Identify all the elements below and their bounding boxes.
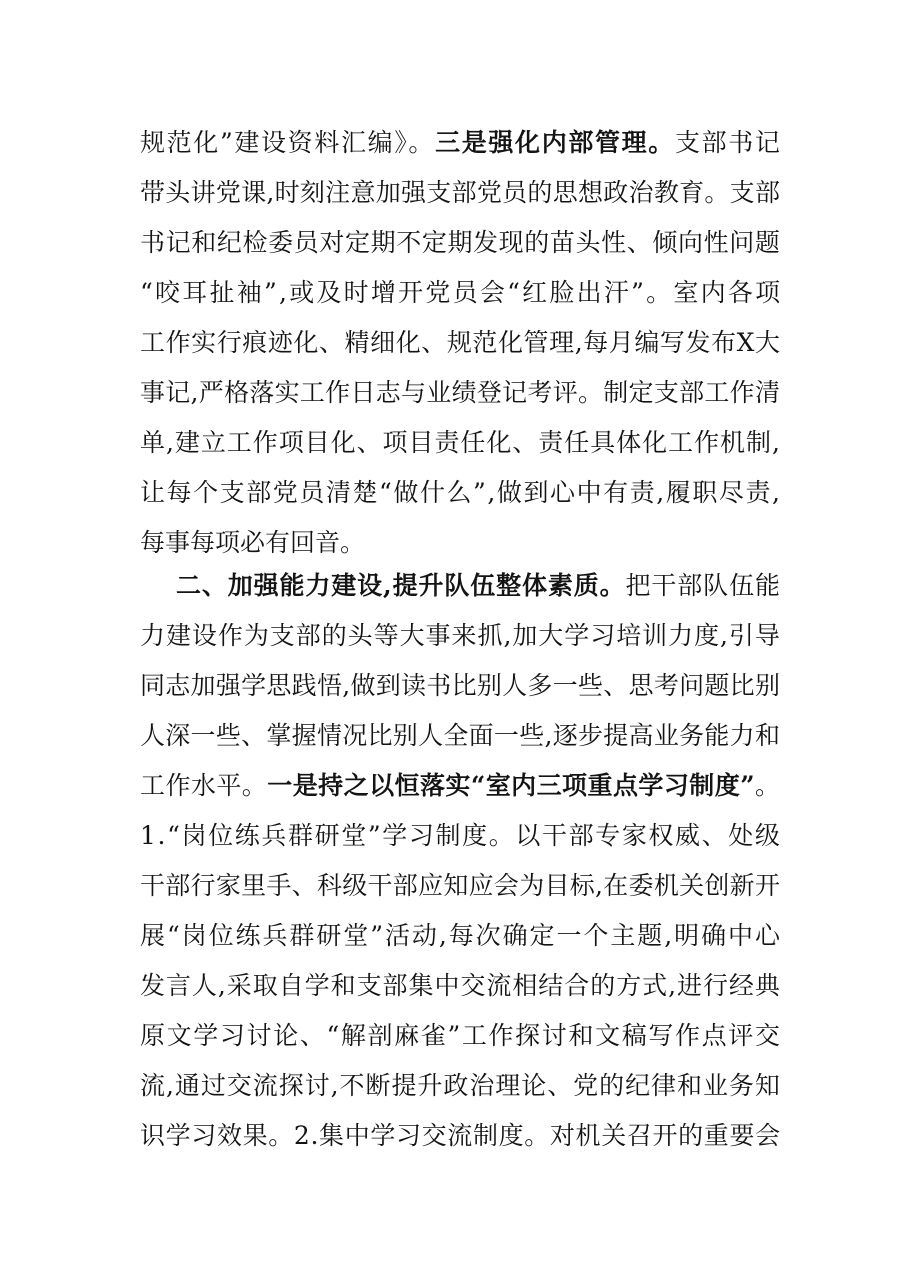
text-line: 带头讲党课,时刻注意加强支部党员的思想政治教育。支部 — [140, 178, 781, 207]
text-line: 同志加强学思践悟,做到读书比别人多一些、思考问题比别 — [140, 671, 781, 700]
bold-heading-run: 一是持之以恒落实“室内三项重点学习制度” — [267, 771, 756, 800]
section-heading: 二、加强能力建设,提升队伍整体素质。 — [176, 571, 626, 600]
bold-heading-run: 三是强化内部管理。 — [435, 128, 675, 157]
text-line: 发言人,采取自学和支部集中交流相结合的方式,进行经典 — [140, 971, 781, 1000]
text-line: 单,建立工作项目化、项目责任化、责任具体化工作机制, — [140, 428, 781, 457]
text-line: 让每个支部党员清楚“做什么”,做到心中有责,履职尽责, — [140, 478, 782, 507]
text-line: 人深一些、掌握情况比别人全面一些,逐步提高业务能力和 — [140, 721, 781, 750]
text-run: 支部书记 — [674, 128, 782, 157]
text-line: 力建设作为支部的头等大事来抓,加大学习培训力度,引导 — [140, 621, 781, 650]
text-line — [140, 118, 780, 168]
text-line: 原文学习讨论、“解剖麻雀”工作探讨和文稿写作点评交 — [140, 1021, 782, 1050]
text-line: 识学习效果。2.集中学习交流制度。对机关召开的重要会 — [140, 1121, 781, 1150]
paragraph-internal-management — [140, 118, 783, 568]
text-line: 展“岗位练兵群研堂”活动,每次确定一个主题,明确中心 — [140, 921, 782, 950]
text-line: 干部行家里手、科级干部应知应会为目标,在委机关创新开 — [140, 871, 781, 900]
text-line: 流,通过交流探讨,不断提升政治理论、党的纪律和业务知 — [140, 1071, 781, 1100]
text-run: 把干部队伍能 — [625, 571, 781, 600]
text-line: 工作实行痕迹化、精细化、规范化管理,每月编写发布X大 — [140, 328, 781, 357]
text-line: 书记和纪检委员对定期不定期发现的苗头性、倾向性问题 — [140, 228, 781, 257]
paragraph-capacity-building — [140, 561, 780, 1161]
text-line: 事记,严格落实工作日志与业绩登记考评。制定支部工作清 — [140, 378, 781, 407]
text-line — [140, 561, 780, 611]
text-run: 工作水平。 — [140, 771, 268, 800]
text-line — [140, 761, 780, 811]
text-line: 1.“岗位练兵群研堂”学习制度。以干部专家权威、处级 — [140, 821, 782, 850]
text-line: “咬耳扯袖”,或及时增开党员会“红脸出汗”。室内各项 — [140, 278, 783, 307]
text-run: 规范化”建设资料汇编》。 — [140, 128, 436, 157]
text-run: 。 — [755, 771, 781, 800]
text-line: 每事每项必有回音。 — [140, 528, 366, 557]
